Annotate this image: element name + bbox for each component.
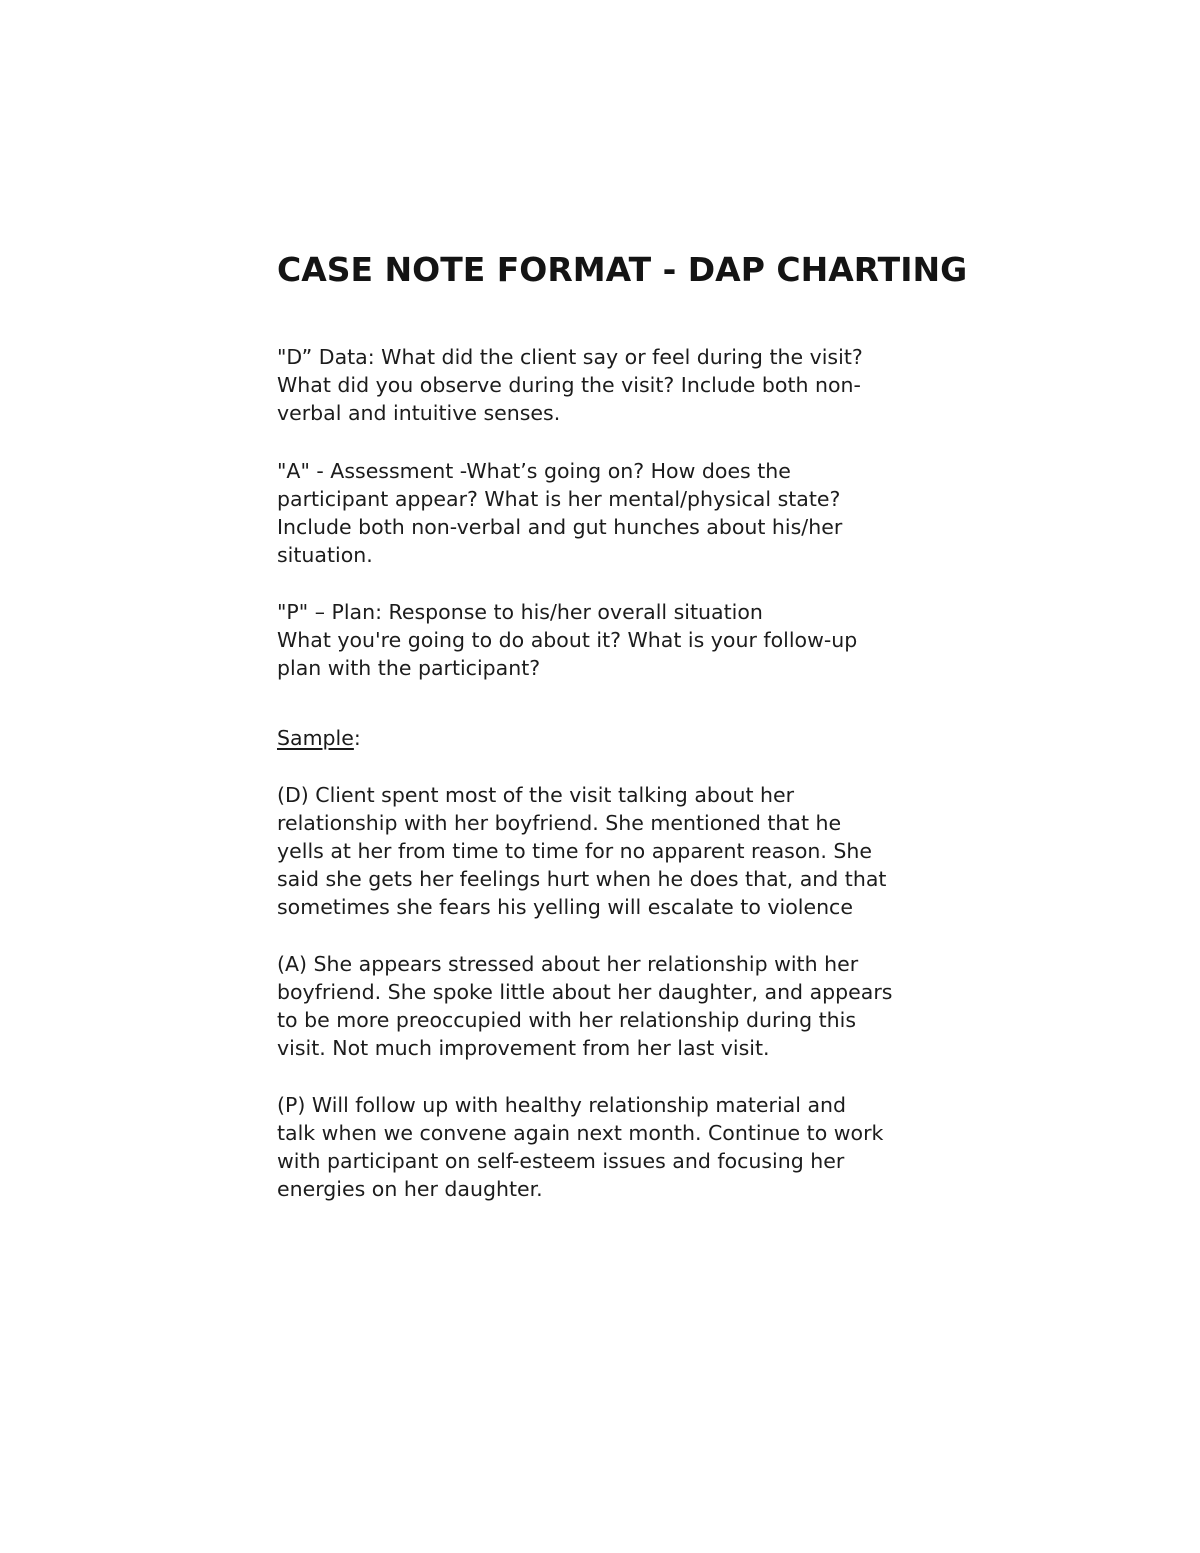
sample-data-line: said she gets her feelings hurt when he does that, and that — [277, 867, 887, 891]
sample-plan-line: energies on her daughter. — [277, 1177, 543, 1201]
document-title: CASE NOTE FORMAT - DAP CHARTING — [277, 250, 968, 289]
sample-data-line: yells at her from time to time for no apparent reason. She — [277, 839, 873, 863]
sample-data-line: sometimes she fears his yelling will escalate to violence — [277, 895, 853, 919]
assessment-definition-line: situation. — [277, 543, 373, 567]
data-definition-line: verbal and intuitive senses. — [277, 401, 561, 425]
assessment-definition — [277, 457, 842, 569]
plan-definition-line: What you're going to do about it? What is your follow-up — [277, 628, 858, 652]
assessment-definition-line: Include both non-verbal and gut hunches about his/her — [277, 515, 843, 539]
sample-assessment-note — [277, 950, 892, 1062]
sample-plan-line: talk when we convene again next month. Continue to work — [277, 1121, 884, 1145]
plan-definition — [277, 598, 857, 682]
sample-assessment-line: (A) She appears stressed about her relationship with her — [277, 952, 859, 976]
sample-data-line: relationship with her boyfriend. She mentioned that he — [277, 811, 842, 835]
sample-assessment-line: visit. Not much improvement from her last visit. — [277, 1036, 770, 1060]
sample-heading — [277, 724, 361, 752]
data-definition-line: "D” Data: What did the client say or feel during the visit? — [277, 345, 863, 369]
sample-plan-line: with participant on self-esteem issues and focusing her — [277, 1149, 845, 1173]
data-definition-line: What did you observe during the visit? Include both non- — [277, 373, 861, 397]
sample-data-note — [277, 781, 886, 921]
plan-definition-line: plan with the participant? — [277, 656, 541, 680]
assessment-definition-line: participant appear? What is her mental/physical state? — [277, 487, 841, 511]
data-definition — [277, 343, 863, 427]
plan-definition-line: "P" – Plan: Response to his/her overall situation — [277, 600, 763, 624]
sample-data-line: (D) Client spent most of the visit talking about her — [277, 783, 795, 807]
sample-plan-line: (P) Will follow up with healthy relationship material and — [277, 1093, 847, 1117]
sample-heading-text: Sample — [277, 726, 354, 750]
sample-assessment-line: to be more preoccupied with her relationship during this — [277, 1008, 857, 1032]
sample-heading-colon: : — [353, 726, 361, 750]
sample-assessment-line: boyfriend. She spoke little about her daughter, and appears — [277, 980, 893, 1004]
assessment-definition-line: "A" - Assessment -What’s going on? How does the — [277, 459, 791, 483]
sample-plan-note — [277, 1091, 883, 1203]
